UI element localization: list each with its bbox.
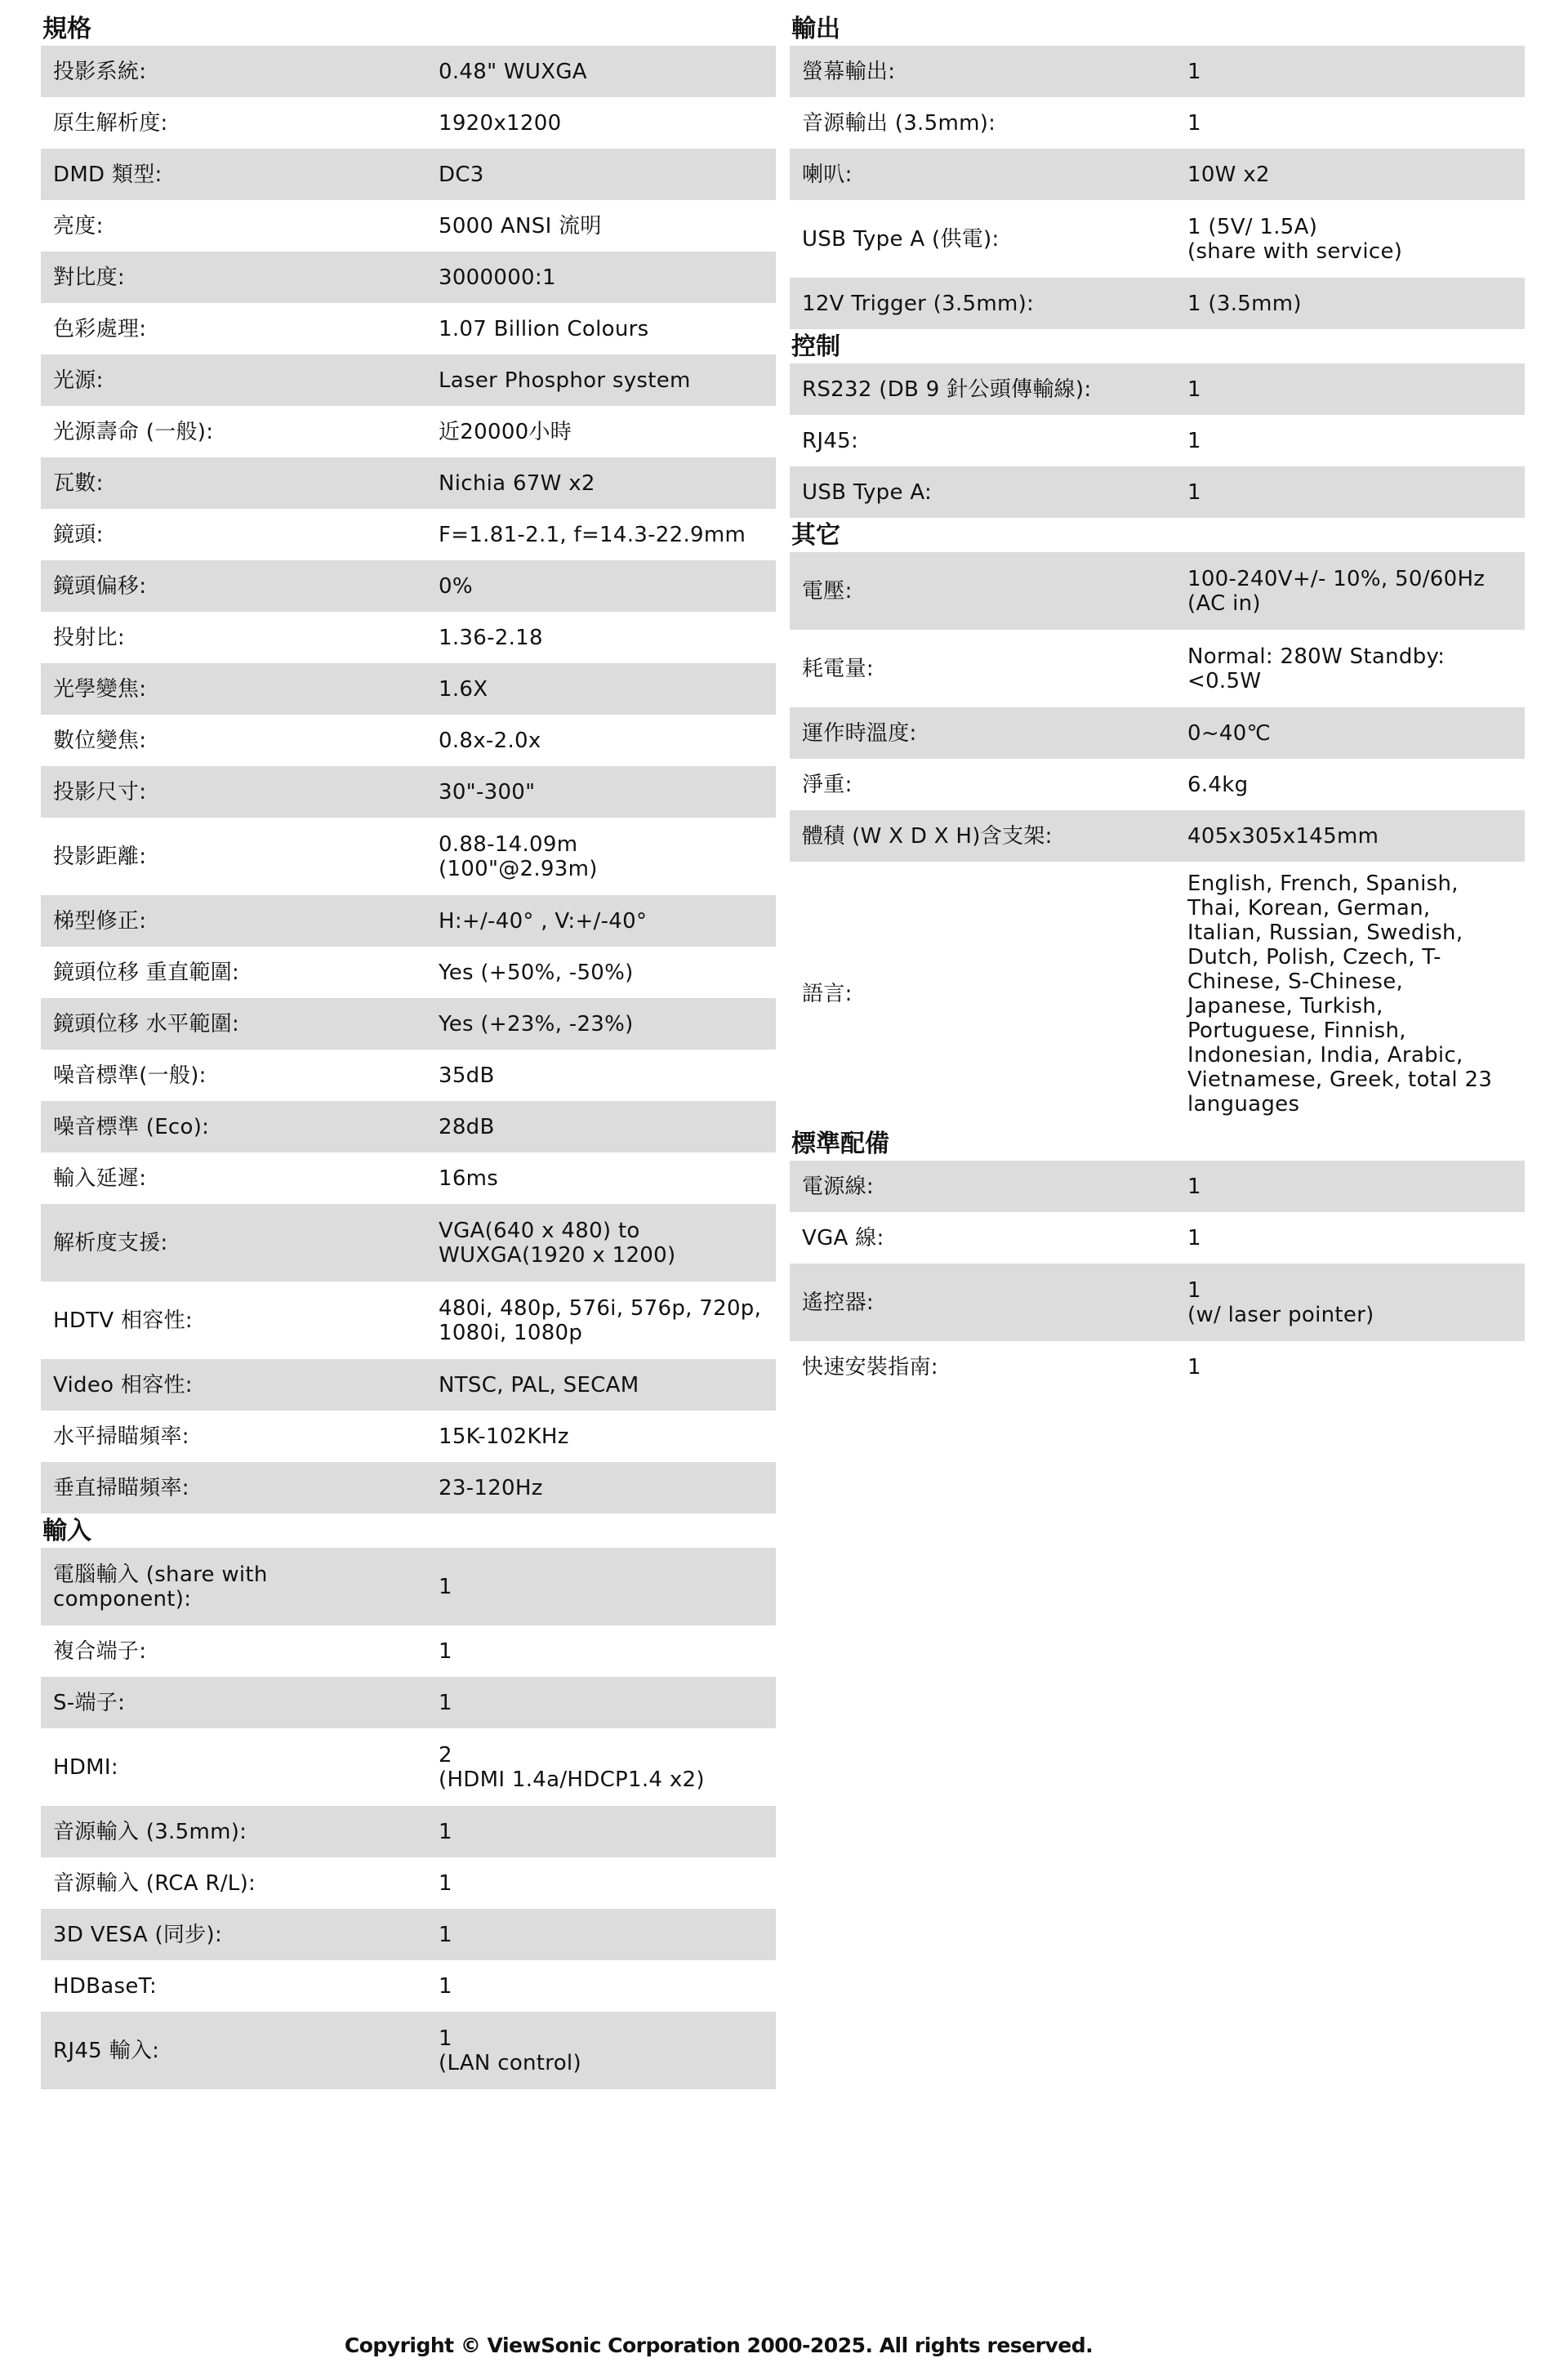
- spec-label: 輸入延遲:: [41, 1152, 426, 1204]
- spec-label: 亮度:: [41, 200, 426, 252]
- spec-row: [41, 947, 776, 998]
- spec-row: [41, 895, 776, 947]
- copyright-footer: Copyright © ViewSonic Corporation 2000-2025. All rights reserved.: [344, 2334, 1094, 2357]
- spec-value: 0.48" WUXGA: [426, 46, 776, 97]
- spec-value: 1: [426, 1857, 776, 1909]
- spec-label: 鏡頭偏移:: [41, 560, 426, 612]
- spec-label: 電源線:: [790, 1161, 1175, 1212]
- spec-row: [41, 1857, 776, 1909]
- spec-value: Yes (+23%, -23%): [426, 998, 776, 1050]
- spec-label: 光源壽命 (一般):: [41, 406, 426, 457]
- spec-row: [790, 1341, 1525, 1393]
- spec-value: 1: [1175, 1161, 1525, 1212]
- spec-value: Nichia 67W x2: [426, 457, 776, 509]
- spec-label: 遙控器:: [790, 1264, 1175, 1341]
- right-column: [790, 11, 1525, 1393]
- spec-value: 100-240V+/- 10%, 50/60Hz (AC in): [1175, 552, 1525, 630]
- spec-row: [41, 200, 776, 252]
- left-column: [41, 11, 776, 2089]
- spec-value: 1: [1175, 363, 1525, 415]
- spec-label: 12V Trigger (3.5mm):: [790, 278, 1175, 329]
- spec-label: 鏡頭位移 水平範圍:: [41, 998, 426, 1050]
- spec-label: 快速安裝指南:: [790, 1341, 1175, 1393]
- spec-label: 垂直掃瞄頻率:: [41, 1462, 426, 1513]
- spec-row: [790, 1161, 1525, 1212]
- spec-label: 鏡頭:: [41, 509, 426, 560]
- spec-label: 原生解析度:: [41, 97, 426, 149]
- spec-label: 電腦輸入 (share with component):: [41, 1548, 426, 1625]
- spec-value: VGA(640 x 480) to WUXGA(1920 x 1200): [426, 1204, 776, 1282]
- spec-row: [790, 707, 1525, 759]
- spec-label: USB Type A (供電):: [790, 200, 1175, 278]
- spec-table: [41, 46, 776, 1513]
- spec-value: 480i, 480p, 576i, 576p, 720p, 1080i, 1080p: [426, 1282, 776, 1359]
- spec-value: 30"-300": [426, 766, 776, 818]
- spec-row: [41, 97, 776, 149]
- spec-value: 1 (w/ laser pointer): [1175, 1264, 1525, 1341]
- spec-row: [41, 1411, 776, 1462]
- spec-value: 1.07 Billion Colours: [426, 303, 776, 354]
- spec-label: 對比度:: [41, 252, 426, 303]
- spec-value: 405x305x145mm: [1175, 810, 1525, 862]
- spec-label: 光源:: [41, 354, 426, 406]
- spec-label: 色彩處理:: [41, 303, 426, 354]
- spec-row: [41, 509, 776, 560]
- spec-label: 解析度支援:: [41, 1204, 426, 1282]
- spec-label: 投射比:: [41, 612, 426, 663]
- spec-value: 10W x2: [1175, 149, 1525, 200]
- spec-label: 水平掃瞄頻率:: [41, 1411, 426, 1462]
- spec-label: 投影尺寸:: [41, 766, 426, 818]
- spec-value: 1: [1175, 1341, 1525, 1393]
- spec-value: 1: [426, 1960, 776, 2012]
- spec-row: [41, 715, 776, 766]
- spec-value: 1: [1175, 466, 1525, 518]
- spec-value: 1: [426, 1548, 776, 1625]
- spec-label: HDTV 相容性:: [41, 1282, 426, 1359]
- spec-value: NTSC, PAL, SECAM: [426, 1359, 776, 1411]
- spec-value: 1 (3.5mm): [1175, 278, 1525, 329]
- spec-label: USB Type A:: [790, 466, 1175, 518]
- spec-row: [790, 759, 1525, 810]
- spec-label: 耗電量:: [790, 630, 1175, 707]
- spec-row: [41, 457, 776, 509]
- spec-label: RS232 (DB 9 針公頭傳輸線):: [790, 363, 1175, 415]
- spec-value: 1: [426, 1625, 776, 1677]
- spec-label: DMD 類型:: [41, 149, 426, 200]
- spec-row: [41, 1101, 776, 1152]
- spec-row: [41, 46, 776, 97]
- spec-row: [41, 1960, 776, 2012]
- spec-label: 投影系統:: [41, 46, 426, 97]
- spec-value: DC3: [426, 149, 776, 200]
- spec-label: 投影距離:: [41, 818, 426, 895]
- spec-row: [790, 630, 1525, 707]
- spec-value: 28dB: [426, 1101, 776, 1152]
- spec-label: Video 相容性:: [41, 1359, 426, 1411]
- spec-label: 3D VESA (同步):: [41, 1909, 426, 1960]
- spec-value: 15K-102KHz: [426, 1411, 776, 1462]
- spec-value: 1: [1175, 1212, 1525, 1264]
- spec-row: [41, 1282, 776, 1359]
- spec-row: [790, 1264, 1525, 1341]
- spec-value: 0.88-14.09m (100"@2.93m): [426, 818, 776, 895]
- spec-value: 1: [426, 1677, 776, 1728]
- spec-row: [790, 552, 1525, 630]
- spec-row: [790, 278, 1525, 329]
- spec-value: 近20000小時: [426, 406, 776, 457]
- spec-label: 運作時溫度:: [790, 707, 1175, 759]
- spec-value: 1920x1200: [426, 97, 776, 149]
- spec-value: F=1.81-2.1, f=14.3-22.9mm: [426, 509, 776, 560]
- spec-row: [41, 766, 776, 818]
- spec-row: [790, 466, 1525, 518]
- spec-row: [790, 862, 1525, 1126]
- spec-row: [41, 998, 776, 1050]
- spec-value: 6.4kg: [1175, 759, 1525, 810]
- spec-value: Normal: 280W Standby: <0.5W: [1175, 630, 1525, 707]
- spec-value: 0%: [426, 560, 776, 612]
- spec-row: [790, 46, 1525, 97]
- spec-value: Yes (+50%, -50%): [426, 947, 776, 998]
- spec-row: [41, 1548, 776, 1625]
- spec-table: [790, 552, 1525, 1126]
- spec-label: 數位變焦:: [41, 715, 426, 766]
- section-title: 輸入: [42, 1517, 91, 1545]
- spec-row: [41, 1677, 776, 1728]
- spec-value: 1: [426, 1909, 776, 1960]
- spec-value: 35dB: [426, 1050, 776, 1101]
- spec-value: 1: [1175, 97, 1525, 149]
- spec-label: 複合端子:: [41, 1625, 426, 1677]
- spec-row: [41, 1152, 776, 1204]
- spec-label: 淨重:: [790, 759, 1175, 810]
- spec-label: RJ45 輸入:: [41, 2012, 426, 2089]
- section-title: 規格: [42, 15, 91, 43]
- spec-value: 23-120Hz: [426, 1462, 776, 1513]
- spec-row: [790, 1212, 1525, 1264]
- spec-row: [41, 1728, 776, 1806]
- spec-row: [790, 149, 1525, 200]
- spec-label: 體積 (W X D X H)含支架:: [790, 810, 1175, 862]
- spec-label: VGA 線:: [790, 1212, 1175, 1264]
- spec-row: [790, 97, 1525, 149]
- spec-value: 3000000:1: [426, 252, 776, 303]
- spec-label: 光學變焦:: [41, 663, 426, 715]
- spec-row: [790, 810, 1525, 862]
- spec-row: [41, 560, 776, 612]
- spec-label: 音源輸出 (3.5mm):: [790, 97, 1175, 149]
- spec-value: 1: [1175, 46, 1525, 97]
- spec-row: [41, 354, 776, 406]
- spec-value: 5000 ANSI 流明: [426, 200, 776, 252]
- spec-label: 螢幕輸出:: [790, 46, 1175, 97]
- spec-value: 1 (LAN control): [426, 2012, 776, 2089]
- spec-label: 梯型修正:: [41, 895, 426, 947]
- section-title: 控制: [791, 332, 840, 361]
- spec-label: 電壓:: [790, 552, 1175, 630]
- spec-table: [790, 1161, 1525, 1393]
- spec-row: [41, 1909, 776, 1960]
- spec-value: 1.36-2.18: [426, 612, 776, 663]
- spec-value: H:+/-40° , V:+/-40°: [426, 895, 776, 947]
- spec-label: S-端子:: [41, 1677, 426, 1728]
- spec-label: 語言:: [790, 862, 1175, 1126]
- spec-row: [41, 818, 776, 895]
- spec-value: 0.8x-2.0x: [426, 715, 776, 766]
- spec-value: 1.6X: [426, 663, 776, 715]
- spec-row: [41, 1625, 776, 1677]
- spec-value: 2 (HDMI 1.4a/HDCP1.4 x2): [426, 1728, 776, 1806]
- section-title: 輸出: [791, 15, 840, 43]
- section-title: 標準配備: [791, 1130, 889, 1158]
- spec-label: HDBaseT:: [41, 1960, 426, 2012]
- spec-row: [41, 406, 776, 457]
- spec-row: [41, 1806, 776, 1857]
- spec-label: 噪音標準 (Eco):: [41, 1101, 426, 1152]
- spec-label: 瓦數:: [41, 457, 426, 509]
- spec-row: [41, 1462, 776, 1513]
- spec-value: 0~40℃: [1175, 707, 1525, 759]
- spec-value: 1 (5V/ 1.5A) (share with service): [1175, 200, 1525, 278]
- spec-row: [41, 303, 776, 354]
- spec-value: English, French, Spanish, Thai, Korean, German, Italian, Russian, Swedish, Dutch, Polish, Czech, T- Chinese, S-Chinese, Japanese, Turkish, Portuguese, Finnish, Indonesian, India, Arabic, Vietnamese, Greek, total 23 languages: [1175, 862, 1525, 1126]
- spec-value: 1: [1175, 415, 1525, 466]
- spec-table: [790, 46, 1525, 329]
- spec-row: [41, 1050, 776, 1101]
- spec-row: [41, 663, 776, 715]
- spec-row: [41, 1359, 776, 1411]
- spec-row: [41, 1204, 776, 1282]
- spec-row: [41, 149, 776, 200]
- spec-row: [790, 200, 1525, 278]
- spec-value: 16ms: [426, 1152, 776, 1204]
- spec-row: [790, 363, 1525, 415]
- spec-row: [41, 612, 776, 663]
- spec-table: [41, 1548, 776, 2089]
- section-title: 其它: [791, 521, 840, 550]
- spec-value: 1: [426, 1806, 776, 1857]
- spec-label: 喇叭:: [790, 149, 1175, 200]
- spec-label: 音源輸入 (3.5mm):: [41, 1806, 426, 1857]
- spec-row: [41, 2012, 776, 2089]
- spec-row: [41, 252, 776, 303]
- spec-label: 噪音標準(一般):: [41, 1050, 426, 1101]
- spec-label: 鏡頭位移 重直範圍:: [41, 947, 426, 998]
- spec-value: Laser Phosphor system: [426, 354, 776, 406]
- spec-label: HDMI:: [41, 1728, 426, 1806]
- spec-label: 音源輸入 (RCA R/L):: [41, 1857, 426, 1909]
- spec-row: [790, 415, 1525, 466]
- spec-label: RJ45:: [790, 415, 1175, 466]
- spec-table: [790, 363, 1525, 518]
